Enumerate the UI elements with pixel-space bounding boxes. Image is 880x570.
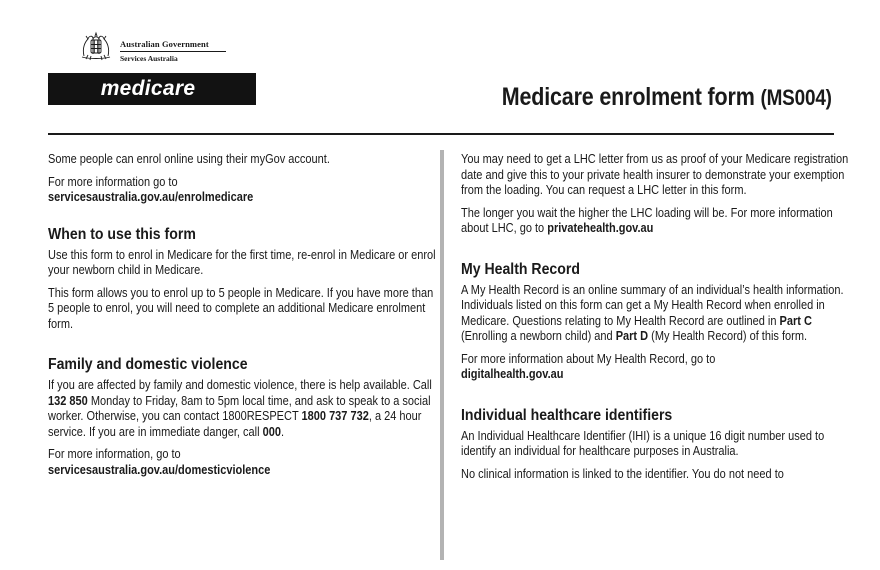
paragraph — [48, 175, 441, 206]
text-span: Use this form to enrol in Medicare for the first time, re-enrol in Medicare or enrol your newborn child in Medicare. — [48, 247, 436, 277]
section-heading: Family and domestic violence — [48, 356, 248, 373]
section-heading: When to use this form — [48, 225, 196, 243]
paragraph — [48, 248, 441, 279]
text-span: A My Health Record is an online summary of an individual’s health information. Individuals listed on this form can get a My Health Record when enrolled in Medicare. Questions relating to My Health Record are outlined in — [461, 282, 844, 328]
left-column — [48, 152, 440, 485]
bold-text: 132 850 — [48, 393, 88, 408]
text-span: An Individual Healthcare Identifier (IHI) is a unique 16 digit number used to identify an individual for healthcare purposes in Australia. — [461, 428, 825, 458]
bold-text: 000 — [262, 424, 281, 439]
text-span: (My Health Record) of this form. — [648, 329, 808, 343]
bold-text: digitalhealth.gov.au — [461, 367, 564, 381]
bold-text: 1800 737 732 — [301, 409, 369, 423]
when-to-use-section — [48, 225, 440, 333]
paragraph — [48, 447, 441, 478]
text-span: You may need to get a LHC letter from us as proof of your Medicare registration date and give this to your private health insurer to demonstrate your exemption from the loading. You can request a LHC letter in this form. — [461, 152, 849, 197]
text-span: The longer you wait the higher the LHC loading will be. For more information about LHC, go to — [461, 205, 833, 235]
my-health-record-section — [461, 260, 853, 383]
page-header — [0, 0, 880, 140]
section-heading: My Health Record — [461, 260, 580, 278]
paragraph — [48, 286, 441, 333]
bold-text: servicesaustralia.gov.au/enrolmedicare — [48, 190, 254, 204]
text-span: (Enrolling a newborn child) and — [461, 329, 616, 343]
bold-text: Part D — [615, 329, 649, 343]
text-span: Monday to Friday, 8am to 5pm local time, and ask to speak to a social worker. Otherwise, you can contact 1800RESPECT — [48, 393, 431, 423]
bold-text: privatehealth.gov.au — [547, 221, 654, 235]
section-heading: Individual healthcare identifiers — [461, 406, 673, 424]
bold-text: Part C — [779, 313, 812, 328]
right-column — [461, 152, 853, 489]
column-divider — [440, 150, 444, 560]
text-span: For more information about My Health Record, go to — [461, 351, 716, 366]
government-rule — [120, 51, 226, 52]
government-name: Australian Government — [120, 39, 209, 49]
paragraph — [48, 152, 441, 168]
bold-text: servicesaustralia.gov.au/domesticviolence — [48, 462, 271, 477]
text-span: , a 24 hour service. If you are in immediate danger, call — [48, 409, 422, 439]
text-span: Some people can enrol online using their myGov account. — [48, 152, 330, 166]
paragraph — [461, 352, 854, 383]
paragraph — [461, 152, 854, 199]
paragraph — [461, 429, 854, 460]
intro-section — [48, 152, 440, 206]
government-branding — [76, 30, 256, 63]
text-span: If you are affected by family and domestic violence, there is help available. Call — [48, 378, 432, 392]
family-violence-section — [48, 355, 440, 478]
form-title-text: Medicare enrolment form — [501, 83, 755, 111]
paragraph — [48, 378, 441, 440]
healthcare-identifiers-section — [461, 406, 853, 483]
text-span: This form allows you to enrol up to 5 people in Medicare. If you have more than 5 people to enrol, you will need to complete an additional Medicare enrolment form. — [48, 285, 434, 331]
logo-block — [48, 30, 256, 105]
form-title — [502, 83, 832, 112]
paragraph — [461, 467, 854, 483]
header-divider — [48, 133, 834, 135]
paragraph — [461, 206, 854, 237]
text-span: For more information, go to — [48, 447, 181, 461]
text-span: . — [280, 424, 285, 439]
text-span: For more information go to — [48, 174, 178, 189]
agency-name: Services Australia — [120, 54, 178, 63]
paragraph — [461, 283, 854, 345]
form-code: (MS004) — [760, 85, 832, 110]
coat-of-arms-icon — [76, 30, 116, 62]
medicare-logo — [48, 73, 256, 105]
lhc-section — [461, 152, 853, 237]
medicare-wordmark: medicare — [100, 77, 196, 100]
text-span: No clinical information is linked to the identifier. You do not need to — [461, 466, 784, 481]
